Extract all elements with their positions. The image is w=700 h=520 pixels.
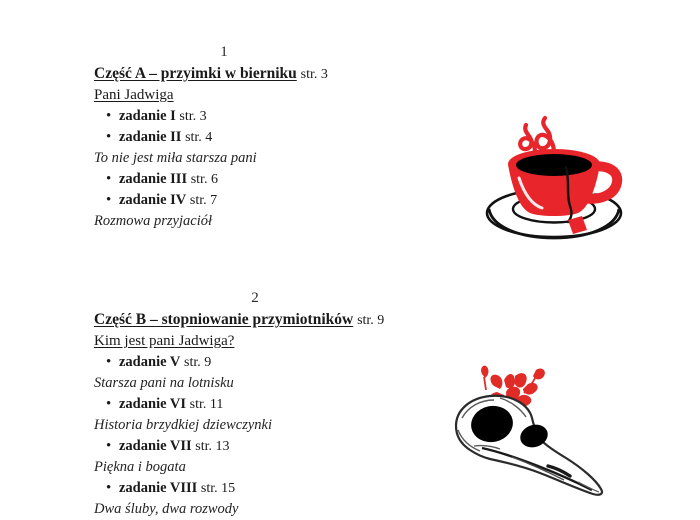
section-a	[94, 42, 424, 232]
task-item	[94, 352, 424, 373]
bullet-icon: •	[106, 480, 112, 496]
subheading-italic: Dwa śluby, dwa rozwody	[94, 501, 239, 517]
coffee-surface-shape	[516, 154, 592, 176]
saucer-shape	[487, 189, 621, 238]
eye-socket-shape	[468, 402, 517, 446]
task-page: str. 13	[195, 439, 230, 454]
skull-outline-shape	[456, 396, 602, 495]
bullet-icon: •	[106, 396, 112, 412]
task-page: str. 9	[184, 355, 212, 370]
tea-bag-tag-icon	[568, 216, 587, 234]
subheading-italic: To nie jest miła starsza pani	[94, 150, 257, 166]
section-heading-title: Część A – przyimki w bierniku	[94, 65, 297, 82]
bird-skull-with-flowers-illustration	[452, 362, 624, 504]
task-item	[94, 169, 424, 190]
bullet-icon: •	[106, 108, 112, 124]
section-b	[94, 288, 424, 520]
task-name: zadanie III	[119, 171, 188, 187]
task-page: str. 3	[179, 109, 207, 124]
cup-handle-shape	[582, 166, 617, 198]
section-heading	[94, 63, 424, 85]
page-marker: 1	[220, 44, 228, 60]
task-page: str. 15	[200, 481, 236, 496]
task-item	[94, 478, 424, 499]
section-heading	[94, 309, 424, 331]
task-name: zadanie II	[119, 129, 182, 145]
task-name: zadanie V	[119, 354, 181, 370]
task-name: zadanie VII	[119, 438, 192, 454]
task-page: str. 6	[190, 172, 218, 187]
nostril-shape	[517, 421, 550, 451]
bullet-icon: •	[106, 192, 112, 208]
bullet-icon: •	[106, 129, 112, 145]
subheading-italic: Starsza pani na lotnisku	[94, 375, 234, 391]
task-name: zadanie IV	[119, 192, 187, 208]
subheading-underlined: Pani Jadwiga	[94, 87, 174, 103]
subheading-italic: Rozmowa przyjaciół	[94, 213, 213, 229]
subheading-italic: Piękna i bogata	[94, 459, 186, 475]
cup-body-shape	[508, 149, 600, 216]
task-name: zadanie VIII	[119, 480, 198, 496]
task-item	[94, 106, 424, 127]
task-page: str. 11	[189, 397, 224, 412]
task-item	[94, 127, 424, 148]
task-page: str. 7	[189, 193, 218, 208]
bullet-icon: •	[106, 354, 112, 370]
flower-crown-shape	[481, 366, 545, 414]
section-heading-title: Część B – stopniowanie przymiotników	[94, 311, 354, 328]
bullet-icon: •	[106, 438, 112, 454]
bullet-icon: •	[106, 171, 112, 187]
task-name: zadanie VI	[119, 396, 187, 412]
section-heading-page: str. 3	[300, 67, 328, 82]
steam-curls-icon	[520, 118, 554, 153]
task-item	[94, 436, 424, 457]
red-coffee-cup-illustration	[478, 112, 648, 244]
subheading-italic: Historia brzydkiej dziewczynki	[94, 417, 273, 433]
subheading-underlined: Kim jest pani Jadwiga?	[94, 333, 235, 349]
section-heading-page: str. 9	[357, 313, 385, 328]
task-page: str. 4	[185, 130, 213, 145]
task-item	[94, 190, 424, 211]
task-name: zadanie I	[119, 108, 176, 124]
page-marker: 2	[251, 290, 259, 306]
tea-bag-string-shape	[566, 167, 571, 222]
table-of-contents	[94, 0, 424, 520]
task-item	[94, 394, 424, 415]
